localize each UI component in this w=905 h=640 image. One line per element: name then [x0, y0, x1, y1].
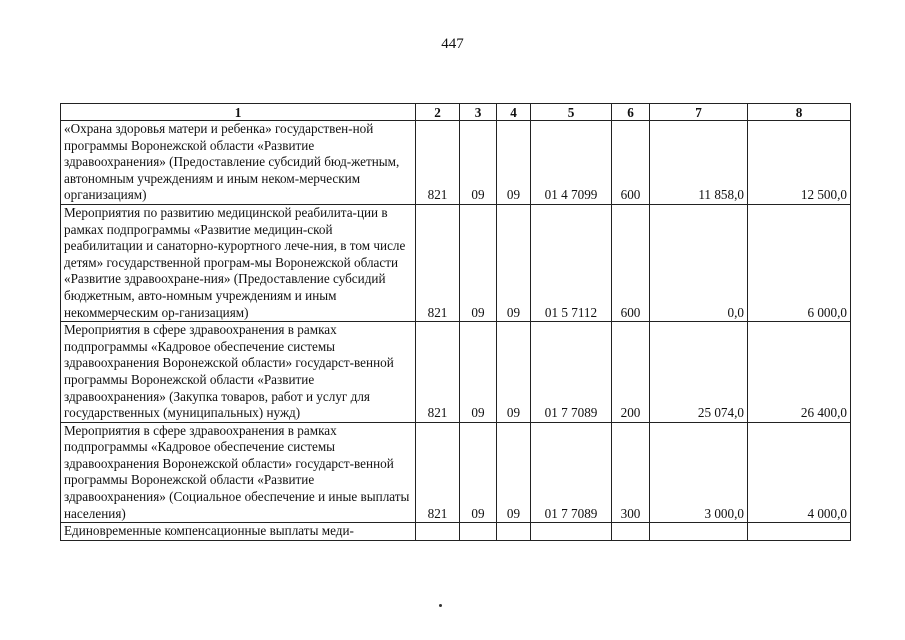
cell-code: 821: [416, 121, 460, 205]
column-header: 5: [531, 104, 612, 121]
row-description: Мероприятия в сфере здравоохранения в рамках подпрограммы «Кадровое обеспечение системы здравоохранения Воронежской области» государст-венной программы Воронежской области «Развитие здравоохранения» (Социальное обеспечение и иные выплаты населения): [61, 422, 416, 523]
cell-section: 09: [460, 322, 497, 423]
cell-amount-1: 3 000,0: [650, 422, 748, 523]
table-row: [61, 204, 851, 321]
cell-code: 821: [416, 422, 460, 523]
table-header-row: [61, 104, 851, 121]
cell-target-article: 01 5 7112: [531, 204, 612, 321]
cell-amount-1: 11 858,0: [650, 121, 748, 205]
column-header: 2: [416, 104, 460, 121]
row-description: «Охрана здоровья матери и ребенка» государствен-ной программы Воронежской области «Развитие здравоохранения» (Предоставление субсидий бюд-жетным, автономным учреждениям и иным неком-мерческим организациям): [61, 121, 416, 205]
table-row: [61, 422, 851, 523]
cell-code: 821: [416, 322, 460, 423]
cell-target-article: 01 7 7089: [531, 422, 612, 523]
cell-amount-2: 6 000,0: [748, 204, 851, 321]
cell-amount-1: 0,0: [650, 204, 748, 321]
cell-expense-type: 600: [612, 204, 650, 321]
cell-target-article: 01 4 7099: [531, 121, 612, 205]
cell-section: 09: [460, 121, 497, 205]
cell-section: 09: [460, 422, 497, 523]
table-row: [61, 121, 851, 205]
row-description: Мероприятия по развитию медицинской реабилита-ции в рамках подпрограммы «Развитие медицин-ской реабилитации и санаторно-курортного лече-ния, в том числе детям» государственной програм-мы Воронежской области «Развитие здравоохране-ния» (Предоставление субсидий бюджетным, авто-номным учреждениям и иным некоммерческим ор-ганизациям): [61, 204, 416, 321]
column-header: 4: [497, 104, 531, 121]
cell-section: 09: [460, 204, 497, 321]
cell-section: [460, 523, 497, 541]
table-row: [61, 523, 851, 541]
cell-expense-type: 200: [612, 322, 650, 423]
cell-amount-2: 12 500,0: [748, 121, 851, 205]
column-header: 7: [650, 104, 748, 121]
cell-expense-type: [612, 523, 650, 541]
scan-dot-mark: [439, 604, 442, 607]
column-header: 8: [748, 104, 851, 121]
cell-amount-1: 25 074,0: [650, 322, 748, 423]
column-header: 1: [61, 104, 416, 121]
cell-code: 821: [416, 204, 460, 321]
cell-subsection: 09: [497, 121, 531, 205]
cell-expense-type: 600: [612, 121, 650, 205]
cell-code: [416, 523, 460, 541]
budget-table: [60, 103, 851, 541]
column-header: 6: [612, 104, 650, 121]
row-description: Единовременные компенсационные выплаты меди-: [61, 523, 416, 541]
cell-expense-type: 300: [612, 422, 650, 523]
column-header: 3: [460, 104, 497, 121]
cell-amount-1: [650, 523, 748, 541]
cell-subsection: 09: [497, 204, 531, 321]
cell-amount-2: 4 000,0: [748, 422, 851, 523]
cell-amount-2: [748, 523, 851, 541]
row-description: Мероприятия в сфере здравоохранения в рамках подпрограммы «Кадровое обеспечение системы здравоохранения Воронежской области» государст-венной программы Воронежской области «Развитие здравоохранения» (Закупка товаров, работ и услуг для государственных (муниципальных) нужд): [61, 322, 416, 423]
cell-target-article: 01 7 7089: [531, 322, 612, 423]
cell-subsection: 09: [497, 422, 531, 523]
cell-subsection: 09: [497, 322, 531, 423]
page-number: 447: [441, 36, 464, 52]
table-row: [61, 322, 851, 423]
cell-amount-2: 26 400,0: [748, 322, 851, 423]
cell-subsection: [497, 523, 531, 541]
cell-target-article: [531, 523, 612, 541]
